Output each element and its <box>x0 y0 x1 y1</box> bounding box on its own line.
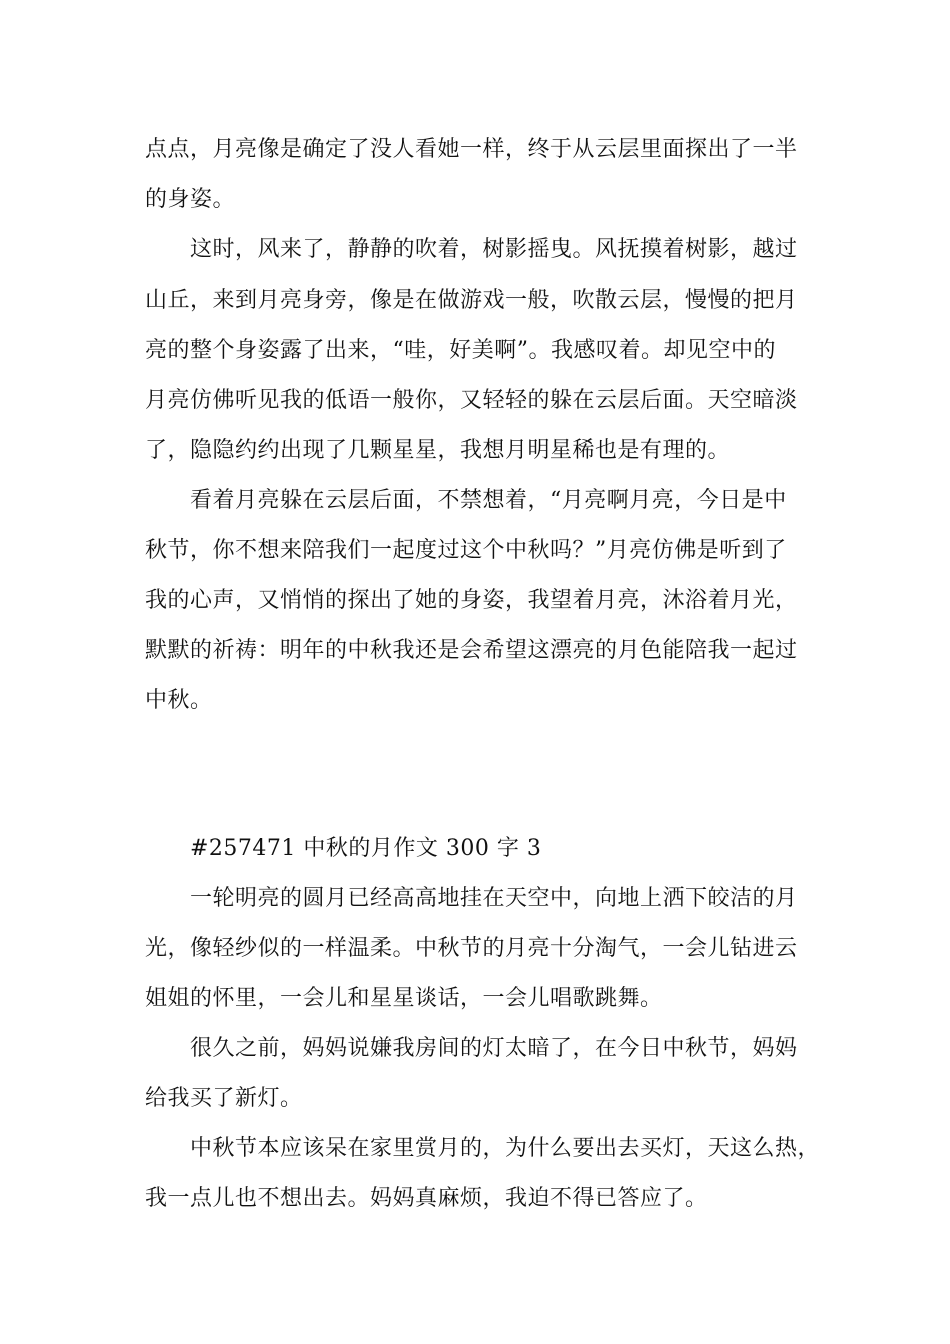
text-line: 的身姿。 <box>145 187 236 212</box>
text-line: 看着月亮躲在云层后面，不禁想着，“月亮啊月亮，今日是中 <box>190 488 787 513</box>
section-heading: #257471 中秋的月作文 300 字 3 <box>190 836 542 861</box>
text-line: 我一点儿也不想出去。妈妈真麻烦，我迫不得已答应了。 <box>145 1186 708 1211</box>
text-line: 一轮明亮的圆月已经高高地挂在天空中，向地上洒下皎洁的月 <box>190 886 798 911</box>
text-line: 默默的祈祷：明年的中秋我还是会希望这漂亮的月色能陪我一起过 <box>145 638 798 663</box>
text-line: 月亮仿佛听见我的低语一般你，又轻轻的躲在云层后面。天空暗淡 <box>145 388 798 413</box>
text-line: 中秋。 <box>145 688 213 713</box>
text-line: 这时，风来了，静静的吹着，树影摇曳。风抚摸着树影，越过 <box>190 237 798 262</box>
text-line: 光，像轻纱似的一样温柔。中秋节的月亮十分淘气，一会儿钻进云 <box>145 936 798 961</box>
text-line: 秋节，你不想来陪我们一起度过这个中秋吗？”月亮仿佛是听到了 <box>145 538 787 563</box>
text-line: 很久之前，妈妈说嫌我房间的灯太暗了，在今日中秋节，妈妈 <box>190 1036 798 1061</box>
text-line: 给我买了新灯。 <box>145 1086 303 1111</box>
text-line: 了，隐隐约约出现了几颗星星，我想月明星稀也是有理的。 <box>145 438 731 463</box>
text-line: 中秋节本应该呆在家里赏月的，为什么要出去买灯，天这么热， <box>190 1136 821 1161</box>
text-line: 点点，月亮像是确定了没人看她一样，终于从云层里面探出了一半 <box>145 137 798 162</box>
text-line: 山丘，来到月亮身旁，像是在做游戏一般，吹散云层，慢慢的把月 <box>145 288 798 313</box>
text-line: 亮的整个身姿露了出来，“哇，好美啊”。我感叹着。却见空中的 <box>145 338 776 363</box>
text-line: 姐姐的怀里，一会儿和星星谈话，一会儿唱歌跳舞。 <box>145 986 663 1011</box>
text-line: 我的心声，又悄悄的探出了她的身姿，我望着月亮，沐浴着月光， <box>145 588 798 613</box>
